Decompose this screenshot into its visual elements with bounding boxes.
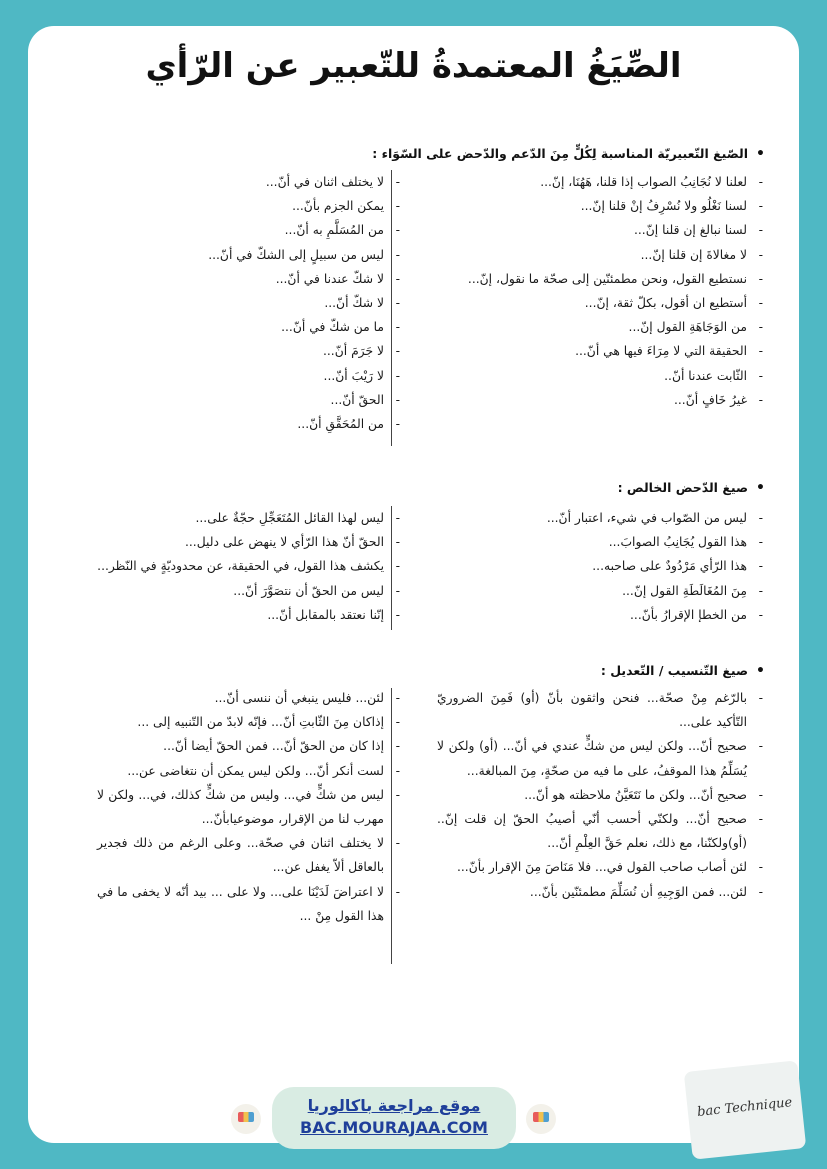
list-item: - لا يختلف اثنان في صحّة... وعلى الرغم من ذلك فجدير بالعاقل ألاّ يغفل عن... xyxy=(97,831,402,879)
list-item: - ليس من شكٍّ في... وليس من شكٍّ كذلك، في... ولكن لا مهرب لنا من الإقرار، موضوعيابأنّ... xyxy=(97,783,402,831)
common-phrases-right-list xyxy=(437,170,765,412)
list-item: - ما من شكّ في أنّ... xyxy=(97,315,402,339)
refutation-right-list xyxy=(437,506,765,627)
list-item: - ليس من الصّواب في شيء، اعتبار أنّ... xyxy=(437,506,765,530)
site-logo-icon xyxy=(231,1104,261,1134)
list-item: - الثّابت عندنا أنّ.. xyxy=(437,364,765,388)
list-item: - لئن... فمن الوَجِيهِ أن نُسَلِّمَ مطمئنّين بأنّ... xyxy=(437,880,765,904)
section-heading-text: صيغ الدّحض الخالص : xyxy=(617,480,749,495)
section-heading-text: الصّيغ التّعبيريّة المناسبة لِكُلٍّ مِنَ الدّعم والدّحض على السّوَاء : xyxy=(372,146,749,161)
list-item: - من المُحَقَّقِ أنّ... xyxy=(97,412,402,436)
list-item: - من المُسَلَّمِ به أنّ... xyxy=(97,218,402,242)
list-item: - صحيح أنّ... ولكن ليس من شكٍّ عندي في أنّ... (أو) ولكن لا يُسَلِّمُ هذا الموقفُ، على ما فيه من صحّةٍ، مِنَ المبالغة... xyxy=(437,734,765,782)
list-item: - الحقّ أنّ... xyxy=(97,388,402,412)
list-item: - لست أنكر أنّ... ولكن ليس يمكن أن نتغاضى عن... xyxy=(97,759,402,783)
list-item: - إنّنا نعتقد بالمقابل أنّ... xyxy=(97,603,402,627)
list-item: - مِنَ المُغَالَطَةِ القول إنّ... xyxy=(437,579,765,603)
list-item: - أستطيع ان أقول، بكلّ ثقة، إنّ... xyxy=(437,291,765,315)
section-heading-refutation xyxy=(618,480,765,496)
site-logo-icon xyxy=(526,1104,556,1134)
list-item: - الحقّ أنّ هذا الرّأي لا ينهض على دليل... xyxy=(97,530,402,554)
stamp-text: bac Technique xyxy=(696,1095,793,1120)
list-item: - لا شكّ أنّ... xyxy=(97,291,402,315)
bullet-icon: • xyxy=(756,146,765,162)
list-item: - لا يختلف اثنان في أنّ... xyxy=(97,170,402,194)
list-item: - صحيح أنّ... ولكنّي أحسب أنّي أصيبُ الحقّ إن قلت إنّ..(أو)ولكنّنا، مع ذلك، نعلم حَقَّ العِلْمِ أنّ... xyxy=(437,807,765,855)
list-item: - لا جَرَمَ أنّ... xyxy=(97,339,402,363)
list-item: - صحيح أنّ... ولكن ما نَتَعَيَّنُ ملاحظته هو أنّ... xyxy=(437,783,765,807)
site-banner-link[interactable] xyxy=(272,1087,516,1149)
list-item: - من الخطإ الإقرارُ بأنّ... xyxy=(437,603,765,627)
list-item: - هذا القول يُجَانِبُ الصوابَ... xyxy=(437,530,765,554)
bac-technique-stamp xyxy=(684,1060,807,1159)
list-item: - يكشف هذا القول، في الحقيقة، عن محدوديّةٍ في النّظر... xyxy=(97,554,402,578)
list-item: - غيرُ خَافٍ أنّ... xyxy=(437,388,765,412)
list-item: - لا رَيْبَ أنّ... xyxy=(97,364,402,388)
list-item: - إذا كان من الحقّ أنّ... فمن الحقّ أيضا أنّ... xyxy=(97,734,402,758)
list-item: - نستطيع القول، ونحن مطمئنّين إلى صحّة ما نقول، إنّ... xyxy=(437,267,765,291)
list-item: - الحقيقة التي لا مِرَاءَ فيها هي أنّ... xyxy=(437,339,765,363)
list-item: - لسنا نبالغ إن قلنا إنّ... xyxy=(437,218,765,242)
site-url-link[interactable]: BAC.MOURAJAA.COM xyxy=(300,1118,488,1137)
list-item: - لا اعتراضَ لَدَيْنَا على... ولا على ... بيد أنّه لا يخفى ما في هذا القول مِنْ ... xyxy=(97,880,402,928)
list-item: - ليس لهذا القائل المُتَعَجِّلِ حجّةٌ على... xyxy=(97,506,402,530)
section-heading-text: صيغ التّنسيب / التّعديل : xyxy=(600,663,749,678)
bullet-icon: • xyxy=(756,480,765,496)
list-item: - ليس من الحقّ أن نتصَوَّرَ أنّ... xyxy=(97,579,402,603)
list-item: - بالرّغم مِنْ صحّة... فنحن واثقون بأنّ (أو) فَمِنَ الضروريّ التّأكيد على... xyxy=(437,686,765,734)
list-item: - إذاكان مِنَ الثّابتِ أنّ... فإنّه لابدّ من التّنبيه إلى ... xyxy=(97,710,402,734)
list-item: - لا شكّ عندنا في أنّ... xyxy=(97,267,402,291)
list-item: - هذا الرّأي مَرْدُودٌ على صاحبه... xyxy=(437,554,765,578)
list-item: - لئن... فليس ينبغي أن ننسى أنّ... xyxy=(97,686,402,710)
section-heading-moderation xyxy=(601,663,765,679)
common-phrases-left-list xyxy=(97,170,402,436)
list-item: - لعلنا لا نُجَانِبُ الصواب إذا قلنا، هَهُنَا، إنّ... xyxy=(437,170,765,194)
list-item: - يمكن الجزم بأنّ... xyxy=(97,194,402,218)
list-item: - لا مغالاةَ إن قلنا إنّ... xyxy=(437,243,765,267)
site-name[interactable]: موقع مراجعة باكالوريا xyxy=(307,1096,481,1115)
list-item: - ليس من سبيلٍ إلى الشكّ في أنّ... xyxy=(97,243,402,267)
page-title: الصِّيَغُ المعتمدةُ للتّعبير عن الرّأي xyxy=(145,46,682,86)
list-item: - لسنا نَغْلُو ولا نُسْرِفُ إنْ قلنا إنّ... xyxy=(437,194,765,218)
list-item: - لئن أصاب صاحب القول في... فلا مَنَاصَ مِنَ الإقرار بأنّ... xyxy=(437,855,765,879)
refutation-left-list xyxy=(97,506,402,627)
bullet-icon: • xyxy=(756,663,765,679)
section-heading-common xyxy=(372,146,765,162)
moderation-left-list xyxy=(97,686,402,928)
moderation-right-list xyxy=(437,686,765,904)
list-item: - من الوَجَاهَةِ القول إنّ... xyxy=(437,315,765,339)
